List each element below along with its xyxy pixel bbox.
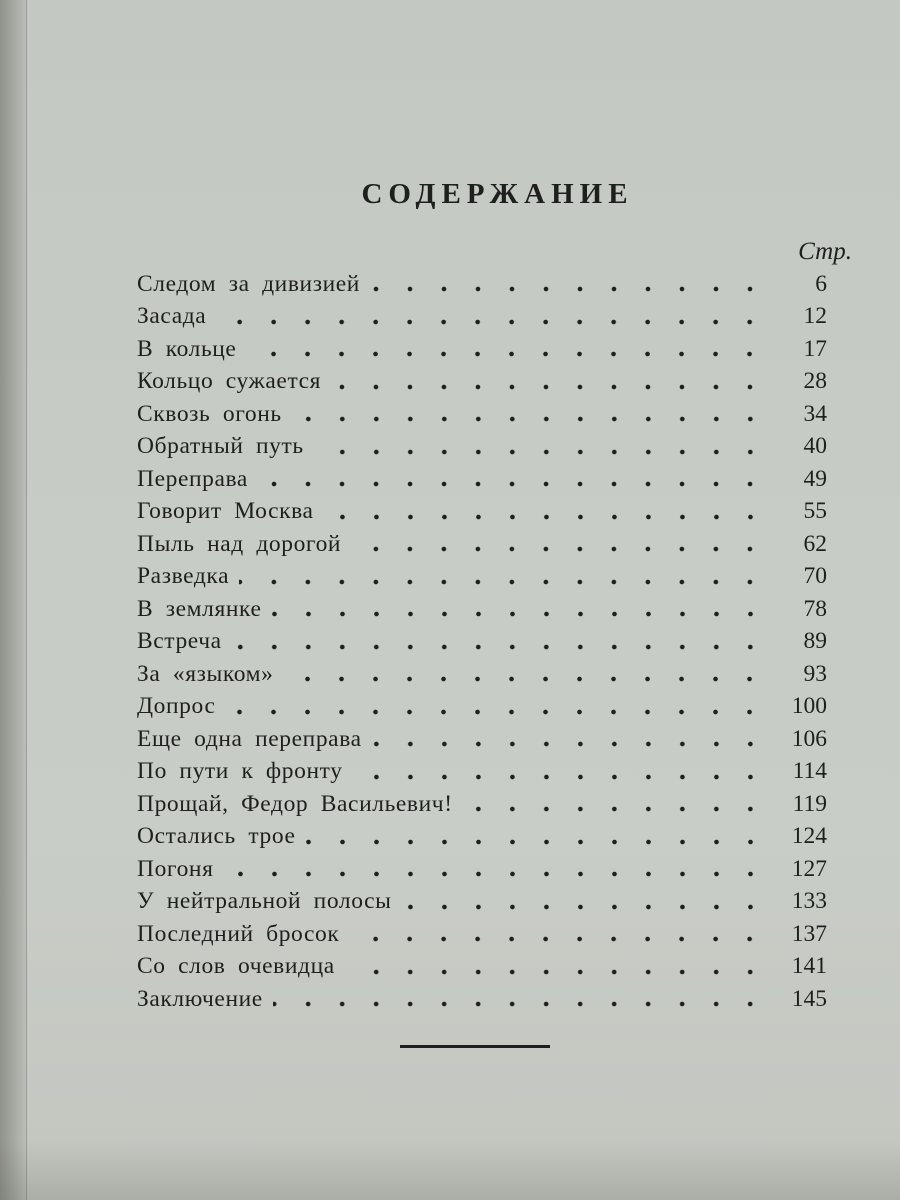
- toc-entry-page: 89: [803, 628, 827, 655]
- toc-entry: [137, 366, 827, 399]
- toc-entry-page: 70: [803, 563, 827, 590]
- toc-entry-page: 119: [792, 790, 827, 817]
- toc-entry-page: 145: [791, 985, 827, 1012]
- dot-leader: [306, 838, 768, 846]
- toc-entry: [137, 951, 827, 984]
- toc-entry-page: 114: [792, 758, 827, 785]
- toc-entry-title: Прощай, Федор Васильевич!: [137, 790, 453, 817]
- dot-leader: [370, 285, 767, 293]
- toc-entry: [137, 528, 827, 561]
- toc-entry: [137, 593, 827, 626]
- toc-entry: [137, 431, 827, 464]
- toc-entry-title: Со слов очевидца: [137, 953, 335, 980]
- toc-entry-title: Разведка: [137, 563, 230, 590]
- toc-entry-title: Обратный путь: [137, 433, 304, 460]
- page-title: СОДЕРЖАНИЕ: [361, 178, 634, 210]
- dot-leader: [283, 675, 767, 683]
- toc-entry-title: Последний бросок: [137, 920, 340, 947]
- dot-leader: [372, 740, 767, 748]
- toc-entry-title: Сквозь огонь: [137, 400, 282, 427]
- toc-entry-title: Говорит Москва: [137, 498, 314, 525]
- page-column-label: Стр.: [798, 238, 852, 265]
- toc-entry-page: 141: [791, 953, 827, 980]
- toc-entry: [137, 723, 827, 756]
- toc-entry-page: 62: [803, 530, 827, 557]
- toc-entry-page: 124: [791, 823, 827, 850]
- toc-entry: [137, 496, 827, 529]
- toc-entry: [137, 886, 827, 919]
- toc-entry-page: 28: [803, 368, 827, 395]
- toc-entry-page: 100: [791, 693, 827, 720]
- dot-leader: [239, 578, 767, 586]
- toc-entry-page: 127: [791, 855, 827, 882]
- toc-entry-title: Кольцо сужается: [137, 368, 322, 395]
- end-rule-divider: [400, 1045, 550, 1048]
- toc-entry-page: 40: [803, 433, 827, 460]
- toc-entry: [137, 691, 827, 724]
- dot-leader: [345, 968, 767, 976]
- dot-leader: [225, 708, 767, 716]
- toc-entry-title: По пути к фронту: [137, 758, 343, 785]
- toc-entry-title: Пыль над дорогой: [137, 530, 342, 557]
- dot-leader: [402, 903, 767, 911]
- toc-entry-page: 34: [803, 400, 827, 427]
- toc-entry: [137, 788, 827, 821]
- toc-entry-page: 12: [803, 303, 827, 330]
- toc-entry-title: Остались трое: [137, 823, 296, 850]
- toc-entry-title: Встреча: [137, 628, 222, 655]
- toc-entry-title: Еще одна переправа: [137, 725, 362, 752]
- toc-entry: [137, 333, 827, 366]
- toc-entry-page: 106: [791, 725, 827, 752]
- toc-entry: [137, 918, 827, 951]
- dot-leader: [292, 415, 767, 423]
- toc-entry: [137, 756, 827, 789]
- toc-entry: [137, 463, 827, 496]
- toc-entry-page: 49: [803, 465, 827, 492]
- toc-entry-title: В кольце: [137, 335, 237, 362]
- toc-entry-page: 17: [803, 335, 827, 362]
- toc-entry: [137, 853, 827, 886]
- dot-leader: [351, 545, 767, 553]
- toc-entry-page: 6: [815, 270, 827, 297]
- dot-leader: [324, 513, 767, 521]
- toc-entry-title: Заключение: [137, 985, 263, 1012]
- toc-entry-title: За «языком»: [137, 660, 274, 687]
- toc-entry-page: 78: [803, 595, 827, 622]
- dot-leader: [331, 383, 767, 391]
- dot-leader: [216, 318, 767, 326]
- dot-leader: [272, 610, 767, 618]
- toc-entry: [137, 626, 827, 659]
- toc-entry: [137, 983, 827, 1016]
- toc-entry-title: Следом за дивизией: [137, 270, 360, 297]
- dot-leader: [273, 1000, 767, 1008]
- toc-entry-title: Погоня: [137, 855, 214, 882]
- page-shadow: [0, 1140, 900, 1200]
- dot-leader: [246, 350, 767, 358]
- toc-entry-page: 55: [803, 498, 827, 525]
- toc-entry-page: 137: [791, 920, 827, 947]
- toc-entry: [137, 268, 827, 301]
- toc-entry: [137, 561, 827, 594]
- dot-leader: [349, 935, 767, 943]
- dot-leader: [353, 773, 767, 781]
- toc-entry-title: Допрос: [137, 693, 216, 720]
- dot-leader: [463, 805, 767, 813]
- toc-entry-page: 93: [803, 660, 827, 687]
- toc-entry-title: Переправа: [137, 465, 248, 492]
- dot-leader: [258, 480, 767, 488]
- toc-entry: [137, 658, 827, 691]
- table-of-contents: [137, 268, 827, 1016]
- dot-leader: [314, 448, 767, 456]
- dot-leader: [232, 643, 767, 651]
- toc-entry-title: У нейтральной полосы: [137, 888, 392, 915]
- toc-entry: [137, 821, 827, 854]
- toc-entry-title: Засада: [137, 303, 207, 330]
- toc-entry: [137, 301, 827, 334]
- toc-entry: [137, 398, 827, 431]
- toc-entry-title: В землянке: [137, 595, 262, 622]
- dot-leader: [224, 870, 767, 878]
- toc-entry-page: 133: [791, 888, 827, 915]
